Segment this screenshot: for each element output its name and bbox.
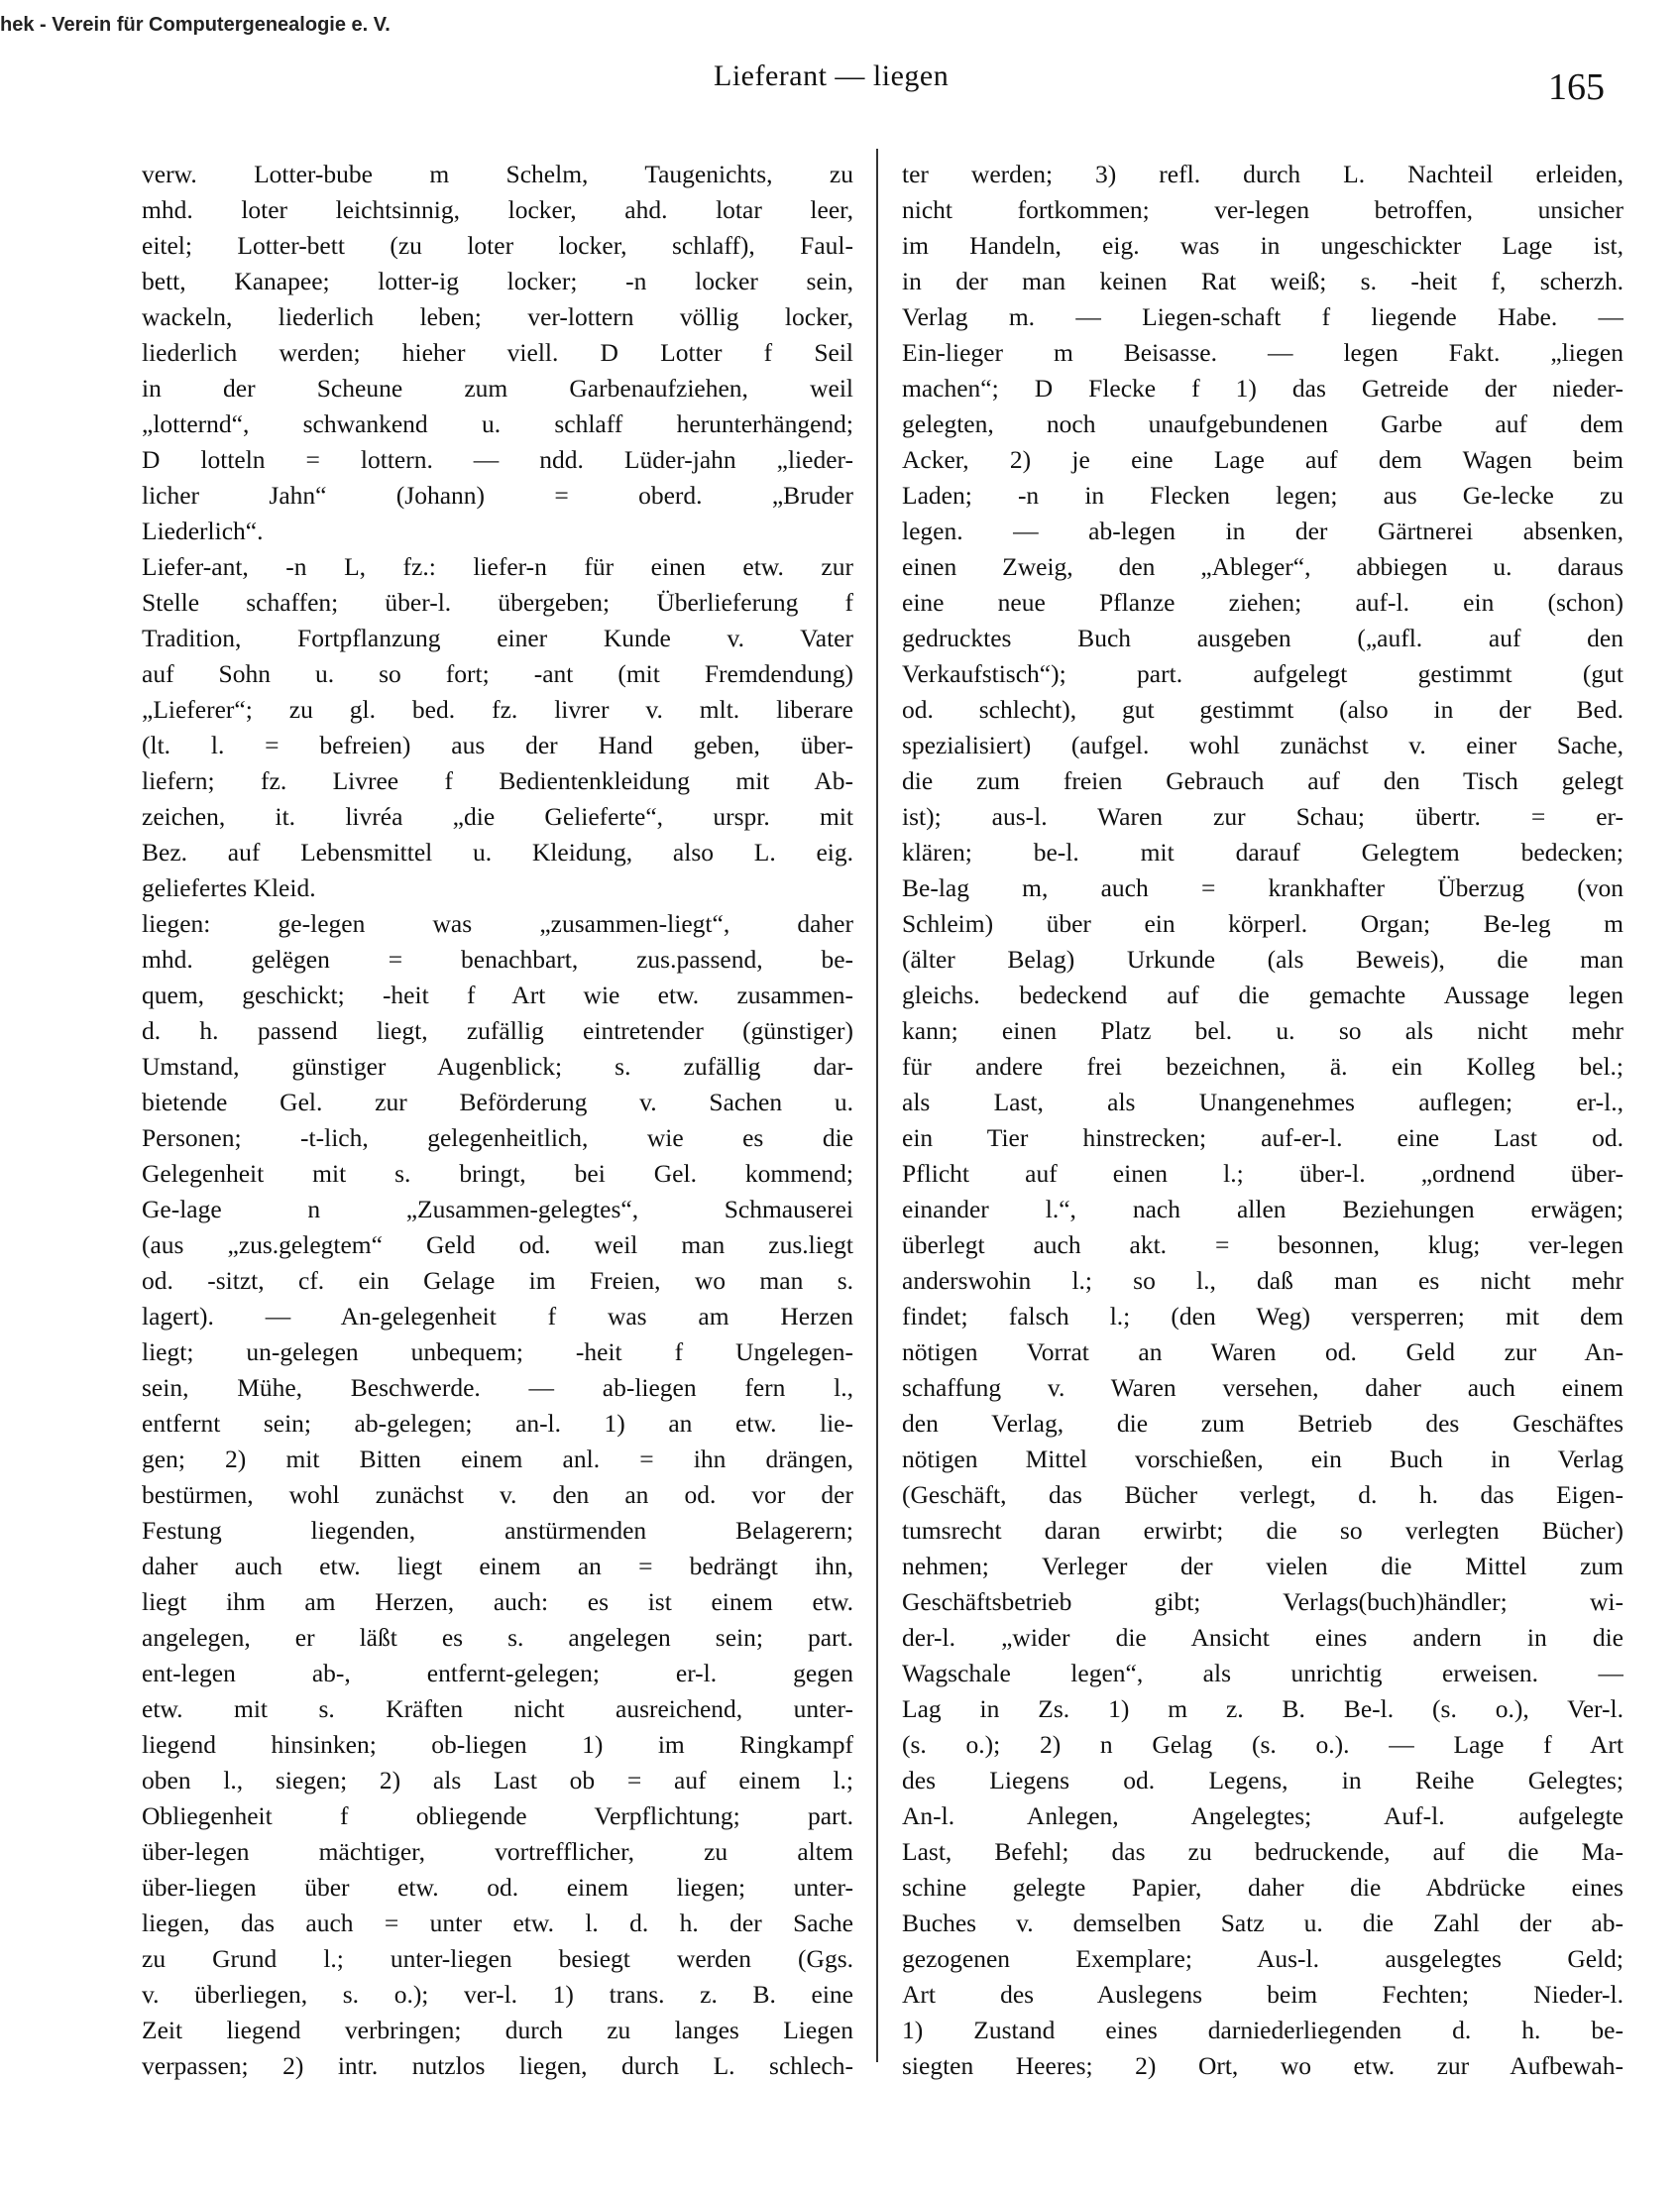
- text-line: sein, Mühe, Beschwerde. — ab-liegen fern l.,: [142, 1373, 853, 1402]
- text-line: Laden; -n in Flecken legen; aus Ge-lecke zu: [902, 481, 1624, 510]
- text-line: entfernt sein; ab-gelegen; an-l. 1) an etw. lie-: [142, 1409, 853, 1438]
- text-line: (s. o.); 2) n Gelag (s. o.). — Lage f Art: [902, 1730, 1624, 1759]
- text-line: liegen: ge-legen was „zusammen-liegt“, daher: [142, 909, 853, 938]
- text-line: Art des Auslegens beim Fechten; Nieder-l.: [902, 1980, 1624, 2009]
- text-line: zu Grund l.; unter-liegen besiegt werden (Ggs.: [142, 1944, 853, 1973]
- text-line: (aus „zus.gelegtem“ Geld od. weil man zus.liegt: [142, 1230, 853, 1259]
- text-line: Obliegenheit f obliegende Verpflichtung; part.: [142, 1801, 853, 1830]
- text-line: angelegen, er läßt es s. angelegen sein; part.: [142, 1623, 853, 1652]
- text-line: zeichen, it. livréa „die Gelieferte“, urspr. mit: [142, 802, 853, 831]
- text-line: über-legen mächtiger, vortrefflicher, zu altem: [142, 1837, 853, 1866]
- text-line: licher Jahn“ (Johann) = oberd. „Bruder: [142, 481, 853, 510]
- text-line: Schleim) über ein körperl. Organ; Be-leg m: [902, 909, 1624, 938]
- text-line: Buches v. demselben Satz u. die Zahl der ab-: [902, 1909, 1624, 1937]
- text-line: verpassen; 2) intr. nutzlos liegen, durch L. schlech-: [142, 2051, 853, 2080]
- text-line: einander l.“, nach allen Beziehungen erwägen;: [902, 1195, 1624, 1223]
- right-column: [902, 157, 1624, 2084]
- text-line: bestürmen, wohl zunächst v. den an od. vor der: [142, 1480, 853, 1509]
- left-column: [142, 157, 853, 2084]
- text-line: ein Tier hinstrecken; auf-er-l. eine Last od.: [902, 1123, 1624, 1152]
- text-line: den Verlag, die zum Betrieb des Geschäftes: [902, 1409, 1624, 1438]
- text-line: D lotteln = lottern. — ndd. Lüder-jahn „lieder-: [142, 445, 853, 474]
- text-line: mhd. loter leichtsinnig, locker, ahd. lotar leer,: [142, 195, 853, 224]
- text-line: siegten Heeres; 2) Ort, wo etw. zur Aufbewah-: [902, 2051, 1624, 2080]
- text-line: Liederlich“.: [142, 517, 264, 545]
- text-line: Gelegenheit mit s. bringt, bei Gel. kommend;: [142, 1159, 853, 1188]
- text-line: eine neue Pflanze ziehen; auf-l. ein (schon): [902, 588, 1624, 617]
- text-line: liegt ihm am Herzen, auch: es ist einem etw.: [142, 1587, 853, 1616]
- text-line: daher auch etw. liegt einem an = bedrängt ihn,: [142, 1552, 853, 1580]
- text-line: als Last, als Unangenehmes auflegen; er-l.,: [902, 1088, 1624, 1116]
- text-line: Verkaufstisch“); part. aufgelegt gestimmt (gut: [902, 659, 1624, 688]
- text-line: quem, geschickt; -heit f Art wie etw. zusammen-: [142, 981, 853, 1009]
- text-line: gedrucktes Buch ausgeben („aufl. auf den: [902, 624, 1624, 652]
- text-line: spezialisiert) (aufgel. wohl zunächst v. einer Sache,: [902, 731, 1624, 759]
- text-line: verw. Lotter-bube m Schelm, Taugenichts, zu: [142, 160, 853, 188]
- text-line: liefern; fz. Livree f Bedientenkleidung mit Ab-: [142, 766, 853, 795]
- text-line: lagert). — An-gelegenheit f was am Herzen: [142, 1302, 853, 1330]
- text-line: bett, Kanapee; lotter-ig locker; -n locker sein,: [142, 267, 853, 295]
- text-line: od. -sitzt, cf. ein Gelage im Freien, wo man s.: [142, 1266, 853, 1295]
- text-line: legen. — ab-legen in der Gärtnerei absenken,: [902, 517, 1624, 545]
- text-line: nötigen Vorrat an Waren od. Geld zur An-: [902, 1337, 1624, 1366]
- text-line: Tradition, Fortpflanzung einer Kunde v. Vater: [142, 624, 853, 652]
- text-line: schaffung v. Waren versehen, daher auch einem: [902, 1373, 1624, 1402]
- text-line: im Handeln, eig. was in ungeschickter Lage ist,: [902, 231, 1624, 260]
- text-line: einen Zweig, den „Ableger“, abbiegen u. daraus: [902, 552, 1624, 581]
- text-line: ter werden; 3) refl. durch L. Nachteil erleiden,: [902, 160, 1624, 188]
- text-line: die zum freien Gebrauch auf den Tisch gelegt: [902, 766, 1624, 795]
- text-line: auf Sohn u. so fort; -ant (mit Fremdendung): [142, 659, 853, 688]
- text-line: gezogenen Exemplare; Aus-l. ausgelegtes Geld;: [902, 1944, 1624, 1973]
- text-line: etw. mit s. Kräften nicht ausreichend, unter-: [142, 1694, 853, 1723]
- text-line: findet; falsch l.; (den Weg) versperren; mit dem: [902, 1302, 1624, 1330]
- column-divider: [876, 149, 878, 2062]
- text-line: in der man keinen Rat weiß; s. -heit f, scherzh.: [902, 267, 1624, 295]
- text-line: Zeit liegend verbringen; durch zu langes Liegen: [142, 2016, 853, 2044]
- text-line: „lotternd“, schwankend u. schlaff herunterhängend;: [142, 409, 853, 438]
- text-line: (Geschäft, das Bücher verlegt, d. h. das Eigen-: [902, 1480, 1624, 1509]
- text-line: ist); aus-l. Waren zur Schau; übertr. = er-: [902, 802, 1624, 831]
- text-line: v. überliegen, s. o.); ver-l. 1) trans. z. B. eine: [142, 1980, 853, 2009]
- text-line: (älter Belag) Urkunde (als Beweis), die man: [902, 945, 1624, 974]
- text-line: machen“; D Flecke f 1) das Getreide der nieder-: [902, 374, 1624, 403]
- text-line: geliefertes Kleid.: [142, 873, 316, 902]
- text-line: Verlag m. — Liegen-schaft f liegende Habe. —: [902, 302, 1624, 331]
- text-line: d. h. passend liegt, zufällig eintretender (günstiger): [142, 1016, 853, 1045]
- text-line: Personen; -t-lich, gelegenheitlich, wie es die: [142, 1123, 853, 1152]
- text-line: kann; einen Platz bel. u. so als nicht mehr: [902, 1016, 1624, 1045]
- text-line: (lt. l. = befreien) aus der Hand geben, über-: [142, 731, 853, 759]
- text-line: „Lieferer“; zu gl. bed. fz. livrer v. mlt. liberare: [142, 695, 853, 724]
- text-line: Last, Befehl; das zu bedruckende, auf die Ma-: [902, 1837, 1624, 1866]
- text-line: gelegten, noch unaufgebundenen Garbe auf dem: [902, 409, 1624, 438]
- text-line: Wagschale legen“, als unrichtig erweisen. —: [902, 1659, 1624, 1687]
- text-line: über-liegen über etw. od. einem liegen; unter-: [142, 1873, 853, 1902]
- text-line: wackeln, liederlich leben; ver-lottern völlig locker,: [142, 302, 853, 331]
- text-line: nötigen Mittel vorschießen, ein Buch in Verlag: [902, 1445, 1624, 1473]
- text-line: Lag in Zs. 1) m z. B. Be-l. (s. o.), Ver-l.: [902, 1694, 1624, 1723]
- text-line: Liefer-ant, -n L, fz.: liefer-n für einen etw. zur: [142, 552, 853, 581]
- text-line: Bez. auf Lebensmittel u. Kleidung, also L. eig.: [142, 838, 853, 867]
- text-line: liegt; un-gelegen unbequem; -heit f Ungelegen-: [142, 1337, 853, 1366]
- text-line: Festung liegenden, anstürmenden Belagerern;: [142, 1516, 853, 1545]
- text-line: des Liegens od. Legens, in Reihe Gelegtes;: [902, 1766, 1624, 1794]
- text-line: Be-lag m, auch = krankhafter Überzug (von: [902, 873, 1624, 902]
- text-line: ent-legen ab-, entfernt-gelegen; er-l. gegen: [142, 1659, 853, 1687]
- text-line: Acker, 2) je eine Lage auf dem Wagen beim: [902, 445, 1624, 474]
- text-line: schine gelegte Papier, daher die Abdrücke eines: [902, 1873, 1624, 1902]
- text-line: anderswohin l.; so l., daß man es nicht mehr: [902, 1266, 1624, 1295]
- page-number: 165: [1548, 66, 1605, 108]
- text-line: oben l., siegen; 2) als Last ob = auf einem l.;: [142, 1766, 853, 1794]
- text-line: nicht fortkommen; ver-legen betroffen, unsicher: [902, 195, 1624, 224]
- text-line: der-l. „wider die Ansicht eines andern in die: [902, 1623, 1624, 1652]
- text-line: für andere frei bezeichnen, ä. ein Kolleg bel.;: [902, 1052, 1624, 1081]
- text-line: bietende Gel. zur Beförderung v. Sachen u.: [142, 1088, 853, 1116]
- source-banner: hek - Verein für Computergenealogie e. V.: [0, 14, 391, 36]
- text-line: Ein-lieger m Beisasse. — legen Fakt. „liegen: [902, 338, 1624, 367]
- text-line: tumsrecht daran erwirbt; die so verlegten Bücher): [902, 1516, 1624, 1545]
- text-line: in der Scheune zum Garbenaufziehen, weil: [142, 374, 853, 403]
- text-line: klären; be-l. mit darauf Gelegtem bedecken;: [902, 838, 1624, 867]
- text-line: Umstand, günstiger Augenblick; s. zufällig dar-: [142, 1052, 853, 1081]
- text-line: gen; 2) mit Bitten einem anl. = ihn drängen,: [142, 1445, 853, 1473]
- text-line: mhd. gelëgen = benachbart, zus.passend, be-: [142, 945, 853, 974]
- running-head: Lieferant — liegen: [714, 59, 950, 92]
- text-line: Geschäftsbetrieb gibt; Verlags(buch)händler; wi-: [902, 1587, 1624, 1616]
- text-line: liegen, das auch = unter etw. l. d. h. der Sache: [142, 1909, 853, 1937]
- text-line: Ge-lage n „Zusammen-gelegtes“, Schmauserei: [142, 1195, 853, 1223]
- text-line: liegend hinsinken; ob-liegen 1) im Ringkampf: [142, 1730, 853, 1759]
- text-line: Pflicht auf einen l.; über-l. „ordnend über-: [902, 1159, 1624, 1188]
- text-line: eitel; Lotter-bett (zu loter locker, schlaff), Faul-: [142, 231, 853, 260]
- text-line: 1) Zustand eines darniederliegenden d. h. be-: [902, 2016, 1624, 2044]
- text-line: nehmen; Verleger der vielen die Mittel zum: [902, 1552, 1624, 1580]
- text-line: überlegt auch akt. = besonnen, klug; ver-legen: [902, 1230, 1624, 1259]
- text-line: od. schlecht), gut gestimmt (also in der Bed.: [902, 695, 1624, 724]
- text-line: gleichs. bedeckend auf die gemachte Aussage legen: [902, 981, 1624, 1009]
- text-line: Stelle schaffen; über-l. übergeben; Überlieferung f: [142, 588, 853, 617]
- text-line: liederlich werden; hieher viell. D Lotter f Seil: [142, 338, 853, 367]
- text-line: An-l. Anlegen, Angelegtes; Auf-l. aufgelegte: [902, 1801, 1624, 1830]
